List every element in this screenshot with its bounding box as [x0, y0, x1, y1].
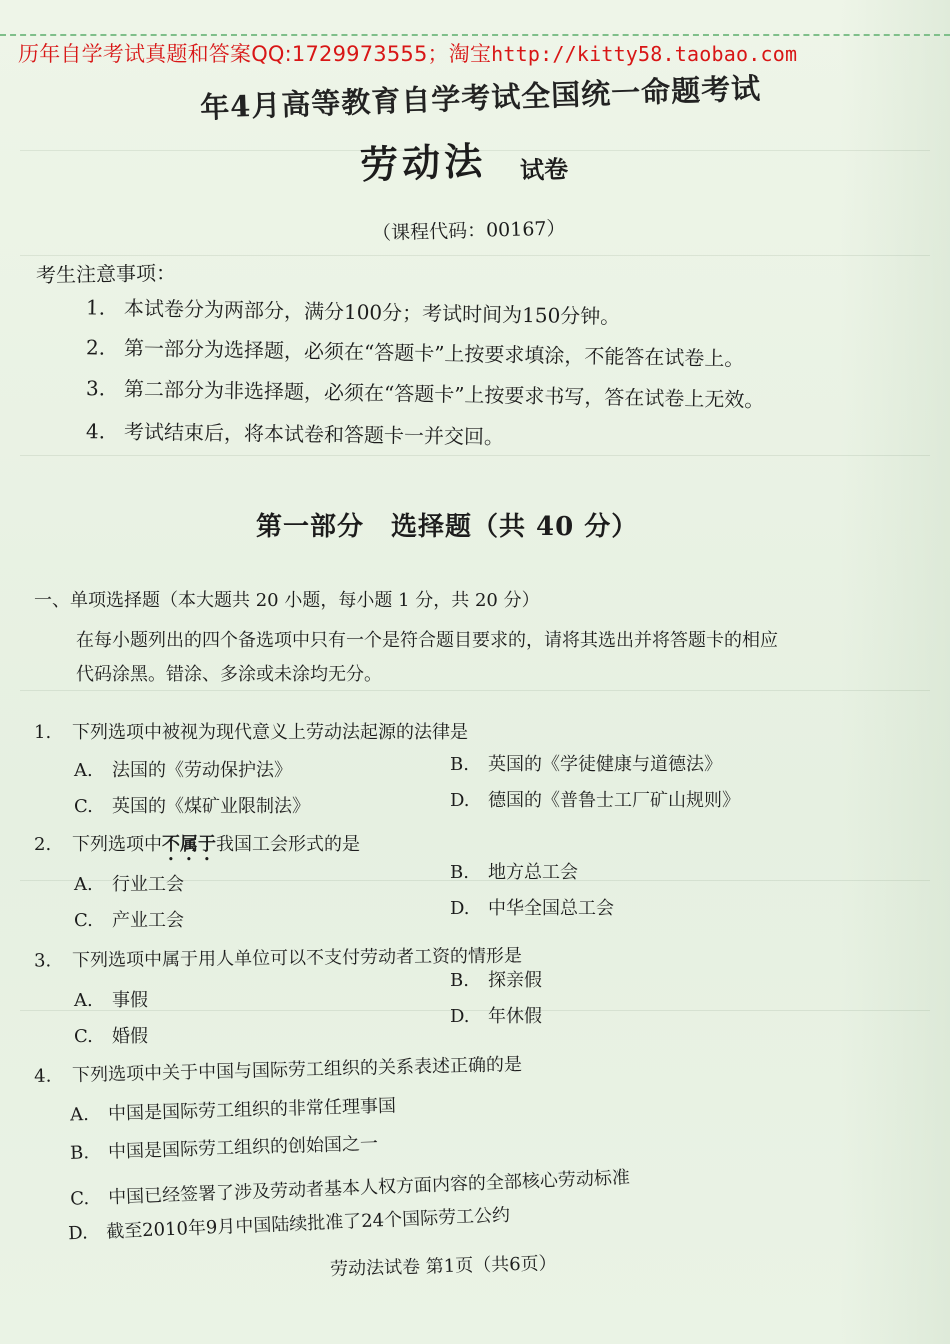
watermark-banner [18, 38, 797, 68]
option-text: 德国的《普鲁士工厂矿山规则》 [488, 790, 740, 811]
banner-url[interactable]: http://kitty58.taobao.com [491, 42, 798, 66]
q1-option-b [450, 750, 722, 776]
option-text: 婚假 [112, 1026, 148, 1047]
section-heading: 一、单项选择题（本大题共 20 小题，每小题 1 分，共 20 分） [34, 590, 540, 611]
question-number: 2. [34, 834, 52, 855]
part-one-heading: 第一部分 选择题（共 40 分） [256, 512, 639, 542]
note-item [86, 331, 745, 371]
question-text: 下列选项中关于中国与国际劳工组织的关系表述正确的是 [71, 1054, 523, 1087]
banner-dash-border [0, 34, 950, 36]
option-letter: C. [69, 1188, 90, 1210]
option-text: 中华全国总工会 [488, 898, 614, 919]
option-text: 法国的《劳动保护法》 [112, 760, 292, 781]
option-letter: A. [69, 1104, 90, 1126]
exam-header: 年4月高等教育自学考试全国统一命题考试 [199, 71, 762, 125]
option-text: 行业工会 [112, 874, 184, 895]
option-text: 中国是国际劳工组织的创始国之一 [107, 1133, 379, 1163]
question-3 [34, 941, 522, 972]
option-letter: B. [450, 754, 469, 775]
exam-subtitle: 试卷 [519, 154, 569, 185]
option-text: 截至2010年9月中国陆续批准了24个国际劳工公约 [105, 1204, 511, 1243]
q1-option-d [450, 786, 740, 812]
option-text: 事假 [112, 990, 148, 1011]
option-letter: D. [450, 1006, 470, 1027]
page-footer: 劳动法试卷 第1页（共6页） [329, 1253, 557, 1280]
banner-prefix: 历年自学考试真题和答案QQ:1729973555；淘宝 [18, 42, 492, 66]
option-letter: C. [74, 1026, 93, 1047]
q2-option-c [74, 906, 184, 932]
option-letter: B. [69, 1142, 90, 1164]
bleed-line [20, 690, 930, 691]
question-number: 4. [33, 1065, 52, 1087]
option-text: 产业工会 [112, 910, 184, 931]
note-item [86, 415, 504, 450]
option-letter: B. [450, 862, 469, 883]
section-instructions-cont: 代码涂黑。错涂、多涂或未涂均无分。 [76, 664, 382, 685]
question-number: 1. [34, 722, 52, 743]
option-letter: A. [74, 990, 93, 1011]
option-letter: B. [450, 970, 469, 991]
emphasized-text: 不属于 [162, 834, 216, 855]
option-letter: C. [74, 910, 93, 931]
exam-title: 劳动法 [359, 137, 487, 188]
note-number: 1. [85, 295, 106, 320]
option-text: 中国已经签署了涉及劳动者基本人权方面内容的全部核心劳动标准 [107, 1167, 631, 1209]
q2-option-b [450, 858, 578, 884]
option-letter: A. [74, 874, 93, 895]
q1-option-c [74, 792, 310, 818]
option-text: 英国的《煤矿业限制法》 [112, 796, 310, 817]
note-item [86, 372, 765, 413]
bleed-line [20, 255, 930, 256]
option-letter: C. [74, 796, 93, 817]
question-text: 下列选项中被视为现代意义上劳动法起源的法律是 [72, 722, 468, 743]
option-text: 英国的《学徒健康与道德法》 [488, 754, 722, 775]
question-text: 我国工会形式的是 [216, 834, 360, 855]
q4-option-a [70, 1091, 397, 1126]
question-2 [34, 830, 360, 865]
bleed-line [20, 455, 930, 456]
notes-label: 考生注意事项： [35, 260, 177, 288]
option-letter: D. [67, 1222, 89, 1245]
note-number: 3. [85, 376, 106, 401]
q4-option-b [70, 1129, 379, 1165]
option-text: 中国是国际劳工组织的非常任理事国 [107, 1095, 397, 1125]
note-text: 第一部分为选择题，必须在“答题卡”上按要求填涂，不能答在试卷上。 [123, 335, 745, 371]
section-instructions: 在每小题列出的四个备选项中只有一个是符合题目要求的，请将其选出并将答题卡的相应 [76, 630, 778, 651]
q3-option-c [74, 1022, 148, 1048]
question-4 [34, 1050, 522, 1088]
q3-option-a [74, 986, 148, 1012]
note-item [86, 291, 621, 329]
option-letter: D. [450, 898, 470, 919]
note-text: 第二部分为非选择题，必须在“答题卡”上按要求书写，答在试卷上无效。 [123, 376, 765, 412]
note-text: 本试卷分为两部分，满分100分；考试时间为150分钟。 [123, 296, 621, 329]
note-number: 2. [85, 335, 106, 360]
q1-option-a [74, 756, 292, 782]
q3-option-b [450, 966, 542, 992]
q2-option-a [74, 870, 184, 896]
option-letter: D. [450, 790, 470, 811]
note-text: 考试结束后，将本试卷和答题卡一并交回。 [123, 419, 505, 449]
note-number: 4. [85, 419, 106, 444]
question-text: 下列选项中 [72, 834, 162, 855]
question-text: 下列选项中属于用人单位可以不支付劳动者工资的情形是 [71, 945, 523, 972]
option-letter: A. [74, 760, 93, 781]
page-edge-shadow [840, 0, 950, 1344]
option-text: 地方总工会 [488, 862, 578, 883]
question-number: 3. [33, 950, 52, 972]
option-text: 年休假 [488, 1006, 542, 1027]
course-code: （课程代码：00167） [371, 217, 566, 245]
q3-option-d [450, 1002, 542, 1028]
q4-option-c [70, 1163, 631, 1210]
q2-option-d [450, 894, 614, 920]
question-1 [34, 718, 468, 744]
option-text: 探亲假 [488, 970, 542, 991]
